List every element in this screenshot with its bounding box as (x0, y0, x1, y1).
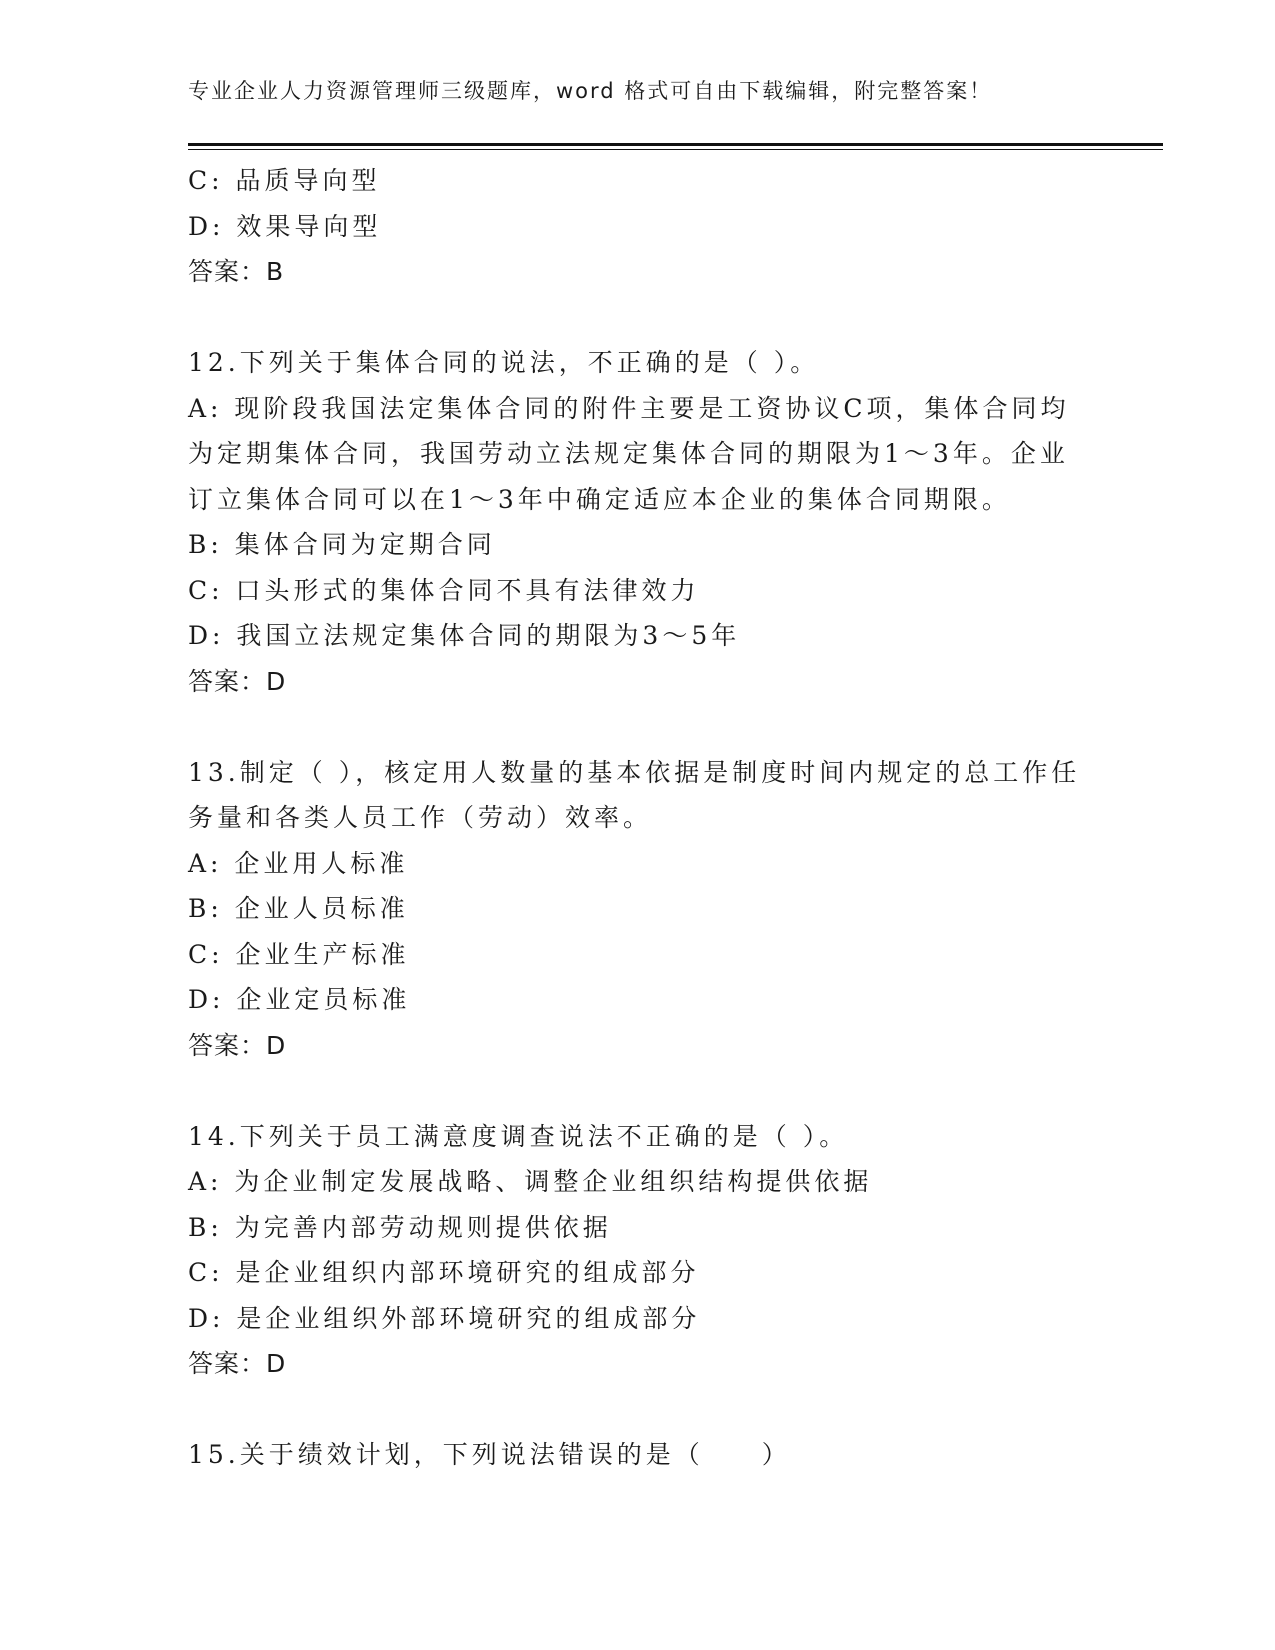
option-a: A: 企业用人标准 (188, 848, 409, 878)
answer-line: 答案：D (188, 666, 287, 696)
option-d: D: 效果导向型 (188, 211, 382, 241)
option-d: D: 我国立法规定集体合同的期限为3～5年 (188, 621, 741, 650)
option-b: B: 为完善内部劳动规则提供依据 (188, 1212, 612, 1242)
option-c: C: 品质导向型 (188, 166, 381, 195)
question-block-12 (188, 340, 1088, 704)
header-divider-thick (188, 143, 1163, 146)
option-b: B: 企业人员标准 (188, 894, 409, 923)
option-a: A: 为企业制定发展战略、调整企业组织结构提供依据 (188, 1167, 873, 1196)
question-stem: 14.下列关于员工满意度调查说法不正确的是（ ）。 (188, 1121, 849, 1151)
question-stem: 12.下列关于集体合同的说法，不正确的是（ ）。 (188, 348, 820, 377)
option-b: B: 集体合同为定期合同 (188, 530, 496, 559)
question-stem: 13.制定（ ），核定用人数量的基本依据是制度时间内规定的总工作任务量和各类人员工作（劳动）效率。 (188, 757, 1081, 832)
option-c: C: 口头形式的集体合同不具有法律效力 (188, 575, 700, 605)
option-a: A: 现阶段我国法定集体合同的附件主要是工资协议C项，集体合同均为定期集体合同，我国劳动立法规定集体合同的期限为1～3年。企业订立集体合同可以在1～3年中确定适应本企业的集体合同期限。 (188, 393, 1070, 514)
option-c: C: 企业生产标准 (188, 939, 410, 969)
block-spacer (188, 295, 1088, 341)
option-d: D: 企业定员标准 (188, 985, 411, 1014)
block-spacer (188, 1387, 1088, 1433)
question-block-15 (188, 1432, 1088, 1478)
question-block-11 (188, 158, 1088, 295)
question-block-13 (188, 750, 1088, 1069)
option-c: C: 是企业组织内部环境研究的组成部分 (188, 1258, 700, 1287)
header-divider-thin (188, 149, 1163, 150)
option-d: D: 是企业组织外部环境研究的组成部分 (188, 1303, 701, 1333)
question-block-14 (188, 1114, 1088, 1387)
answer-line: 答案：B (188, 257, 285, 286)
answer-line: 答案：D (188, 1349, 287, 1378)
answer-line: 答案：D (188, 1030, 287, 1060)
block-spacer (188, 1068, 1088, 1114)
question-content (188, 158, 1088, 1478)
question-stem: 15.关于绩效计划，下列说法错误的是（ ） (188, 1440, 791, 1469)
block-spacer (188, 704, 1088, 750)
page-header: 专业企业人力资源管理师三级题库，word 格式可自由下载编辑，附完整答案！ (188, 79, 993, 103)
